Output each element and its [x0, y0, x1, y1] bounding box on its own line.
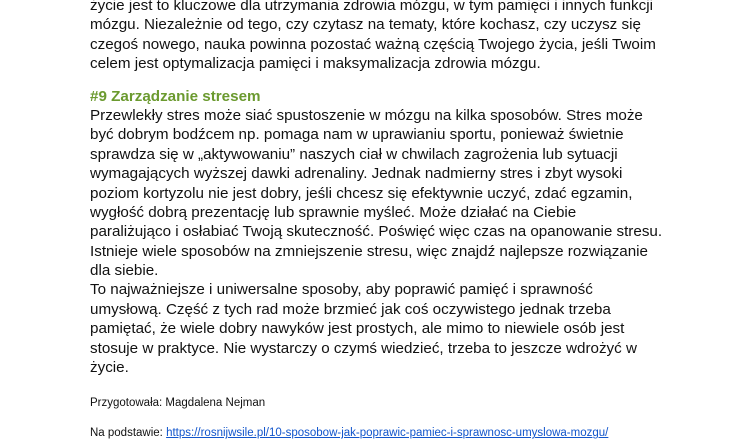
intro-line: mózgu. Niezależnie od tego, czy czytasz na tematy, które kochasz, czy uczysz się — [90, 16, 641, 34]
source-link[interactable]: https://rosnijwsile.pl/10-sposobow-jak-poprawic-pamiec-i-sprawnosc-umyslowa-mozgu/ — [166, 427, 609, 440]
section-line: sprawdza się w „aktywowaniu” naszych ciał w chwilach zagrożenia lub sytuacji — [90, 145, 618, 163]
section-line: życie. — [90, 359, 129, 377]
section-line: stosuje w praktyce. Nie wystarczy o czymś wiedzieć, trzeba to jeszcze wdrożyć w — [90, 339, 637, 357]
section-line: To najważniejsze i uniwersalne sposoby, aby poprawić pamięć i sprawność — [90, 281, 593, 299]
section-line: poziom kortyzolu nie jest dobry, jeśli chcesz się efektywnie uczyć, zdać egzamin, — [90, 184, 633, 202]
section-line: dla siebie. — [90, 262, 159, 280]
intro-line: celem jest optymalizacja pamięci i maksymalizacja zdrowia mózgu. — [90, 55, 541, 73]
section-line: umysłową. Część z tych rad może brzmieć jak coś oczywistego jednak trzeba — [90, 300, 611, 318]
section-heading: #9 Zarządzanie stresem — [90, 87, 261, 105]
section-line: pamiętać, że wiele dobry nawyków jest prostych, ale mimo to niewiele osób jest — [90, 320, 625, 338]
section-line: wygłość dobrą prezentację lub sprawnie myśleć. Może działać na Ciebie — [90, 203, 577, 221]
source-line — [90, 426, 690, 440]
intro-paragraph — [90, 0, 690, 74]
section-line: Istnieje wiele sposobów na zmniejszenie stresu, więc znajdź najlepsze rozwiązanie — [90, 242, 648, 260]
document-page — [90, 0, 690, 440]
intro-line: czegoś nowego, nauka powinna pozostać ważną częścią Twojego życia, jeśli Twoim — [90, 35, 656, 53]
source-label: Na podstawie: — [90, 427, 167, 440]
section-line: Przewlekły stres może siać spustoszenie w mózgu na kilka sposobów. Stres może — [90, 106, 643, 124]
intro-line: życie jest to kluczowe dla utrzymania zdrowia mózgu, w tym pamięci i innych funkcji — [90, 0, 653, 14]
section-line: paraliżująco i osłabiać Twoją skuteczność. Poświęć więc czas na opanowanie stresu. — [90, 223, 663, 241]
author-credit: Przygotowała: Magdalena Nejman — [90, 397, 266, 410]
section-paragraph — [90, 106, 690, 377]
section-line: być dobrym bodźcem np. pomaga nam w uprawianiu sportu, ponieważ świetnie — [90, 126, 624, 144]
section-line: wymagających wyższej dawki adrenaliny. Jednak nadmierny stres i zbyt wysoki — [90, 165, 623, 183]
